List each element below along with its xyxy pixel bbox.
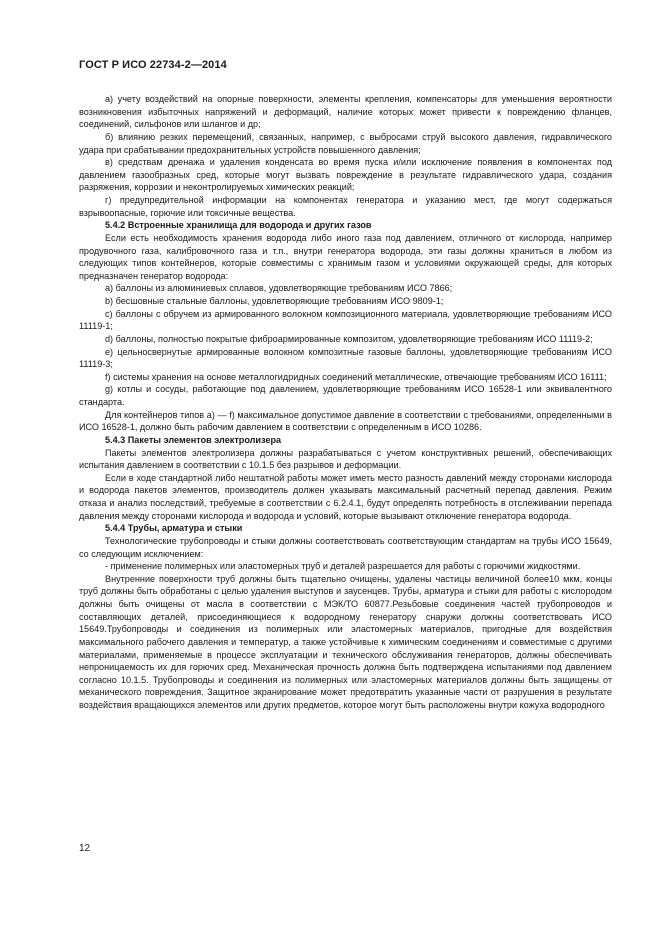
list-item-b-latin: b) бесшовные стальные баллоны, удовлетворяющие требованиям ИСО 9809-1; (105, 296, 444, 306)
list-item-c-latin: c) баллоны с обручем из армированного волокном композиционного материала, удовлетворяющие требованиям ИСО 11119-1; (79, 308, 612, 332)
list-item-a: а) учету воздействий на опорные поверхности, элементы крепления, компенсаторы для уменьшения вероятности возникновения избыточных напряжений и деформаций, наличие которых может привести к повреждению фланцев, соединений, сильфонов или шлангов и др; (79, 94, 612, 130)
list-item-d-latin: d) баллоны, полностью покрытые фиброармированные композитом, удовлетворяющие требованиям ИСО 11119-2; (105, 333, 593, 344)
document-body (79, 93, 612, 712)
list-item-b: б) влиянию резких перемещений, связанных, например, с выбросами струй высокого давления, гидравлического удара при срабатывании предохранительных устройств повышенного давления; (79, 131, 612, 155)
paragraph: Технологические трубопроводы и стыки должны соответствовать соответствующим стандартам на трубы ИСО 15649, со следующим исключением: (79, 535, 612, 559)
list-item-g-latin: g) котлы и сосуды, работающие под давлением, удовлетворяющие требованиям ИСО 16528-1 или эквивалентного стандарта. (79, 384, 612, 407)
section-heading-5-4-4: 5.4.4 Трубы, арматура и стыки (105, 523, 243, 534)
list-item-f-latin: f) системы хранения на основе металлогидридных соединений металлические, отвечающие требованиям ИСО 16111; (105, 371, 607, 382)
section-heading-5-4-3: 5.4.3 Пакеты элементов электролизера (105, 434, 282, 445)
paragraph: Пакеты элементов электролизера должны разрабатываться с учетом конструктивных решений, обеспечивающих испытания давлением в соответствии с 10.1.5 без разрывов и деформации. (79, 447, 612, 471)
list-item-a-latin: a) баллоны из алюминиевых сплавов, удовлетворяющие требованиям ИСО 7866; (105, 283, 453, 294)
document-header: ГОСТ Р ИСО 22734-2—2014 (79, 59, 227, 71)
paragraph: Если есть необходимость хранения водорода либо иного газа под давлением, отличного от кислорода, например продувочного газа, калибровочного газа и т.п., внутри генератора водорода, эти газы должны храниться в любом из следующих типов контейнеров, которые совместимы с хранимым газом и условиями окружающей среды, для которых предназначен генератор водорода: (79, 232, 612, 281)
list-item-dash: - применение полимерных или эластомерных труб и деталей разрешается для работы с горючими жидкостями. (105, 561, 581, 572)
page-number: 12 (79, 843, 91, 854)
list-item-e-latin: e) цельносвернутые армированные волокном композитные газовые баллоны, удовлетворяющие требованиям ИСО 11119-3; (79, 346, 612, 370)
paragraph: Если в ходе стандартной либо нештатной работы может иметь место разность давлений между сторонами кислорода и водорода пакетов элементов, производитель должен указывать максимальный расчетный перепад давления. Режим отказа и анализ последствий, требуемые в соответствии с 6.2.4.1, будут определять потребность в отслеживании перепада давления между сторонами кислорода и водорода и условий, которые вызывают отключение генератора водорода. (79, 472, 612, 521)
paragraph: Внутренние поверхности труб должны быть тщательно очищены, удалены частицы величиной более10 мкм, концы труб должны быть обработаны с целью удаления выступов и заусенцев. Трубы, арматура и стыки для работы с кислородом должны быть очищены от масла в соответствии с МЭК/ТО 60877.Резьбовые соединения частей трубопроводов и составляющих деталей, присоединяющиеся к водородному генератору снаружи должны соответствовать ИСО 15649.Трубопроводы и соединения из полимерных или эластомерных материалов, пригодные для воздействия максимального рабочего давления и температур, а также устойчивые к химическим соединениям и совместимые с другими материалами, применяемые в процессе эксплуатации и технического обслуживания генераторов, должны обеспечивать непроницаемость их для горючих сред. Механическая прочность должна быть подтверждена испытаниями под давлением согласно 10.1.5. Трубопроводы и соединения из полимерных или эластомерных материалов должны быть защищены от механического повреждения. Защитное экранирование может предотвратить указанные части от разрушения в результате воздействия вращающихся элементов или других предметов, которое могут быть расположены внутри кожуха водородного (79, 573, 612, 710)
list-item-v: в) средствам дренажа и удаления конденсата во время пуска и/или исключение появления в компонентах под давлением газообразных сред, которые могут вызвать повреждение в результате гидравлического удара, создания разряжения, коррозии и неконтролируемых химических реакций; (79, 157, 612, 193)
section-heading-5-4-2: 5.4.2 Встроенные хранилища для водорода и других газов (105, 220, 372, 231)
list-item-g: г) предупредительной информации на компонентах генератора и указанию мест, где могут содержаться взрывоопасные, горючие или токсичные вещества. (79, 195, 612, 218)
paragraph: Для контейнеров типов а) — f) максимальное допустимое давление в соответствии с требованиями, определенными в ИСО 16528-1, должно быть рабочим давлением в соответствии с определенным в ИСО 10286. (79, 409, 612, 433)
